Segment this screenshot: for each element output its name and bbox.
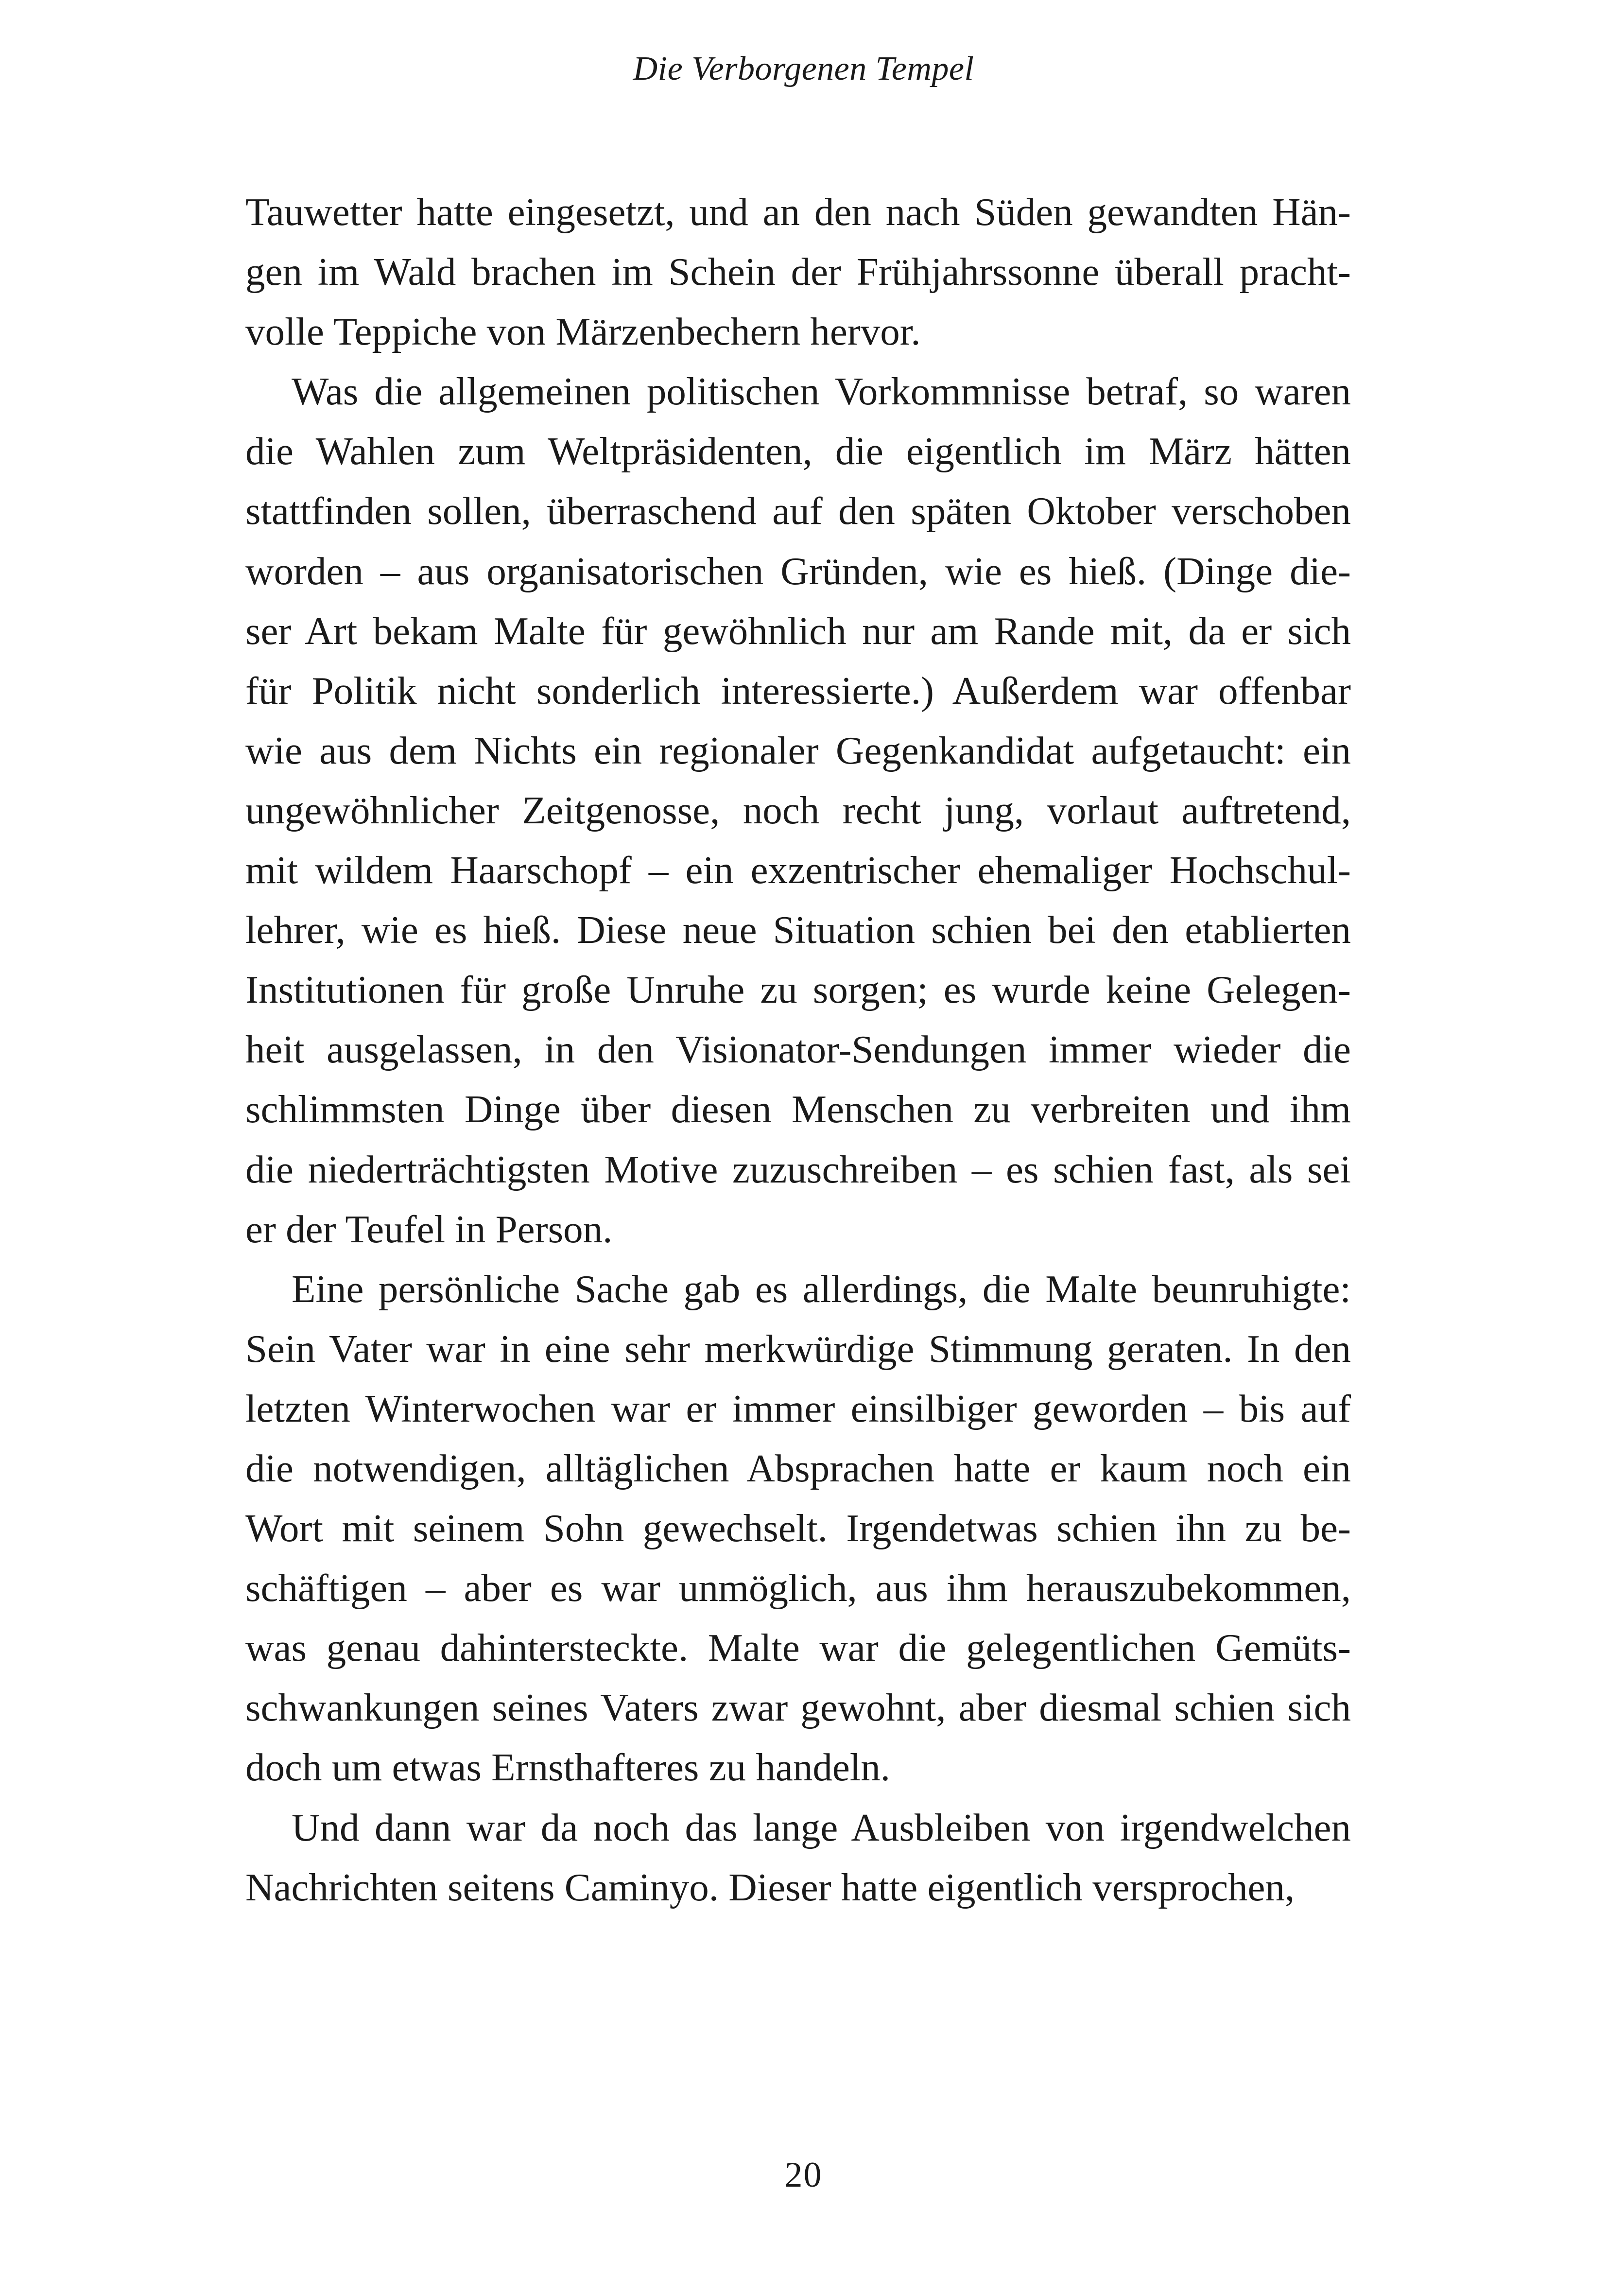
text-line: Was die allgemeinen politischen Vorkommnisse betraf, so waren	[292, 369, 1351, 414]
text-line: doch um etwas Ernsthafteres zu handeln.	[245, 1745, 891, 1790]
text-line: Sein Vater war in eine sehr merkwürdige Stimmung geraten. In den	[245, 1326, 1351, 1371]
text-line: mit wildem Haarschopf – ein exzentrischer ehemaliger Hochschul-	[245, 848, 1351, 892]
text-line: ungewöhnlicher Zeitgenosse, noch recht jung, vorlaut auftretend,	[245, 788, 1351, 832]
text-line: schlimmsten Dinge über diesen Menschen zu verbreiten und ihm	[245, 1087, 1351, 1131]
text-line: was genau dahintersteckte. Malte war die gelegentlichen Gemüts-	[245, 1626, 1351, 1670]
text-line: heit ausgelassen, in den Visionator-Sendungen immer wieder die	[245, 1027, 1351, 1072]
text-line: schäftigen – aber es war unmöglich, aus ihm herauszubekommen,	[245, 1566, 1351, 1610]
body-text	[245, 182, 1351, 1917]
text-line: die notwendigen, alltäglichen Absprachen hatte er kaum noch ein	[245, 1446, 1351, 1490]
text-line: Eine persönliche Sache gab es allerdings, die Malte beunruhigte:	[292, 1267, 1351, 1311]
running-head: Die Verborgenen Tempel	[633, 50, 974, 87]
text-line: stattfinden sollen, überraschend auf den späten Oktober verschoben	[245, 489, 1351, 533]
text-line: Wort mit seinem Sohn gewechselt. Irgendetwas schien ihn zu be-	[245, 1506, 1351, 1550]
text-line: schwankungen seines Vaters zwar gewohnt, aber diesmal schien sich	[245, 1686, 1351, 1730]
page-number: 20	[784, 2155, 823, 2195]
text-line: er der Teufel in Person.	[245, 1207, 613, 1251]
text-line: Nachrichten seitens Caminyo. Dieser hatte eigentlich versprochen,	[245, 1865, 1295, 1909]
text-line: Und dann war da noch das lange Ausbleiben von irgendwelchen	[292, 1805, 1351, 1849]
text-line: wie aus dem Nichts ein regionaler Gegenkandidat aufgetaucht: ein	[245, 728, 1351, 772]
text-line: die Wahlen zum Weltpräsidenten, die eigentlich im März hätten	[245, 429, 1351, 473]
text-line: gen im Wald brachen im Schein der Frühjahrssonne überall pracht-	[245, 250, 1351, 294]
text-line: Tauwetter hatte eingesetzt, und an den nach Süden gewandten Hän-	[245, 190, 1351, 234]
text-line: letzten Winterwochen war er immer einsilbiger geworden – bis auf	[245, 1386, 1351, 1430]
text-line: Institutionen für große Unruhe zu sorgen; es wurde keine Gelegen-	[245, 968, 1351, 1012]
text-line: ser Art bekam Malte für gewöhnlich nur am Rande mit, da er sich	[245, 609, 1351, 653]
text-line: volle Teppiche von Märzenbechern hervor.	[245, 310, 921, 354]
text-line: worden – aus organisatorischen Gründen, wie es hieß. (Dinge die-	[245, 549, 1351, 593]
text-line: die niederträchtigsten Motive zuzuschreiben – es schien fast, als sei	[245, 1147, 1351, 1191]
text-line: lehrer, wie es hieß. Diese neue Situation schien bei den etablierten	[245, 908, 1351, 952]
text-line: für Politik nicht sonderlich interessierte.) Außerdem war offenbar	[245, 668, 1351, 713]
